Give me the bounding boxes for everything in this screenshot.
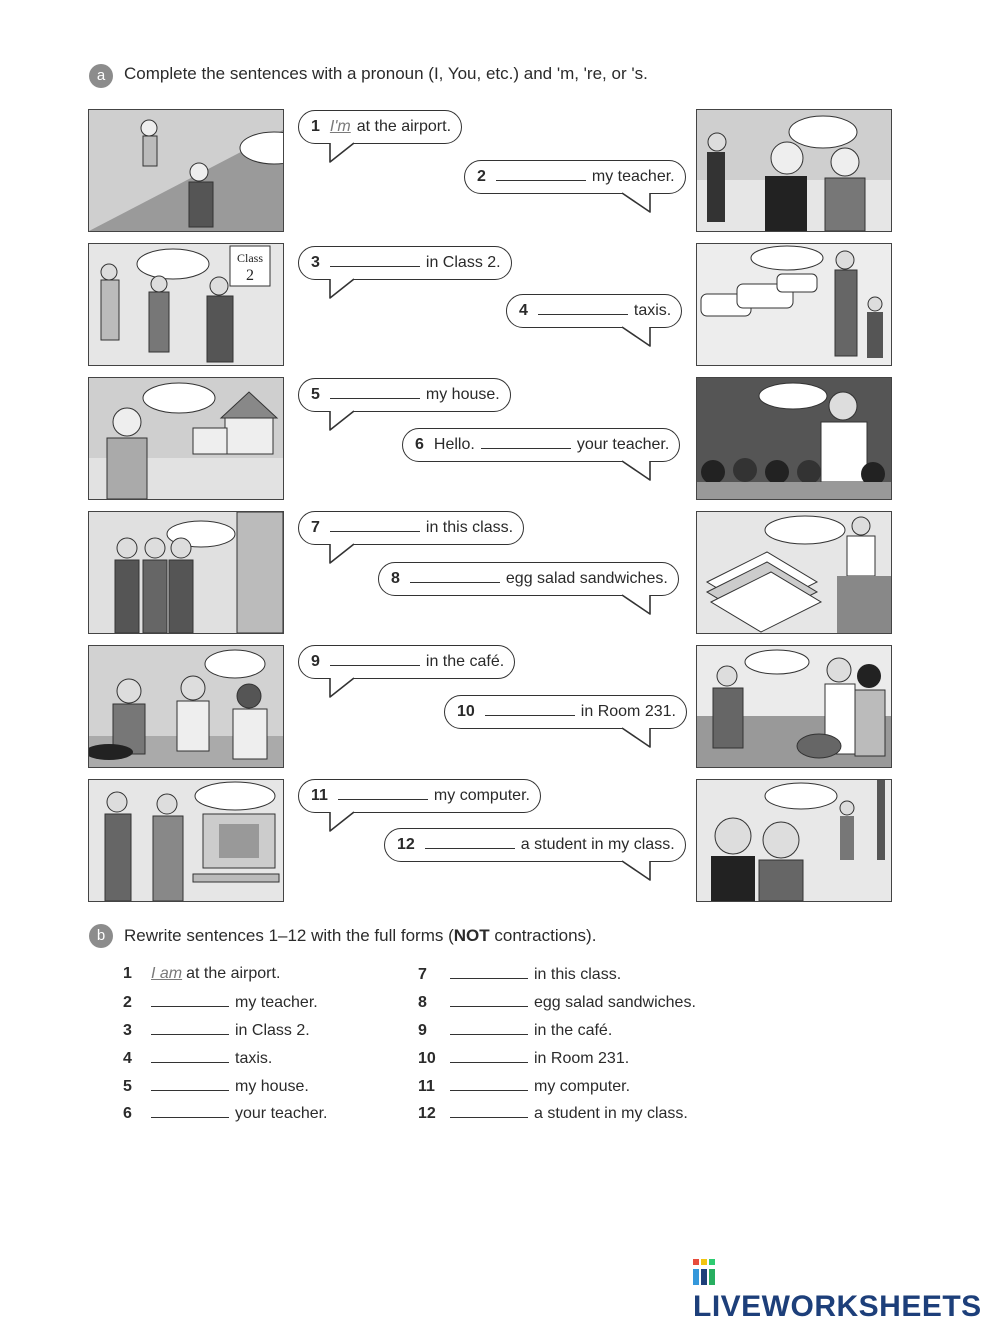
bubble-12 — [384, 828, 686, 862]
bubble-10 — [444, 695, 687, 729]
bubble-number: 4 — [519, 302, 528, 319]
item-text: a student in my class. — [534, 1105, 688, 1122]
bubble-text: my teacher. — [591, 168, 675, 185]
answer-blank[interactable] — [450, 1104, 528, 1118]
bubble-11 — [298, 779, 541, 813]
list-item — [418, 1077, 630, 1096]
answer-blank[interactable] — [330, 651, 420, 666]
bubble-pre-text: Hello. — [433, 436, 475, 453]
bubble-number: 1 — [311, 118, 320, 135]
answer-blank[interactable] — [338, 785, 428, 800]
section-a-label: a — [89, 64, 113, 88]
answer-blank[interactable] — [538, 300, 628, 315]
item-number: 8 — [418, 994, 427, 1011]
list-item — [123, 965, 280, 983]
section-a-instruction: Complete the sentences with a pronoun (I, You, etc.) and 'm, 're, or 's. — [124, 64, 648, 83]
picture-sandwiches — [696, 511, 892, 634]
picture-airport — [88, 109, 284, 232]
item-text: my computer. — [534, 1078, 631, 1095]
item-number: 12 — [418, 1105, 436, 1122]
item-number: 11 — [418, 1078, 435, 1095]
item-number: 9 — [418, 1022, 427, 1039]
bubble-text: in Room 231. — [580, 703, 676, 720]
bubble-text: taxis. — [633, 302, 672, 319]
bubble-3 — [298, 246, 512, 280]
picture-teacher — [696, 109, 892, 232]
list-item — [123, 1021, 310, 1040]
bubble-1 — [298, 110, 462, 144]
list-item — [123, 1104, 328, 1123]
answer-blank[interactable] — [450, 993, 528, 1007]
picture-park — [696, 779, 892, 902]
list-item — [123, 1049, 272, 1068]
list-item — [418, 1104, 688, 1123]
picture-cafe — [88, 645, 284, 768]
instruction-text: Rewrite sentences 1–12 with the full forms ( — [124, 926, 454, 945]
list-item — [418, 1049, 629, 1068]
answer-blank[interactable] — [481, 434, 571, 449]
bubble-5 — [298, 378, 511, 412]
instruction-bold: NOT — [453, 926, 490, 945]
picture-students — [88, 511, 284, 634]
answer-blank[interactable] — [151, 1077, 229, 1091]
answer-blank[interactable] — [330, 252, 420, 267]
bubble-text: my computer. — [433, 787, 530, 804]
answer-blank[interactable] — [425, 834, 515, 849]
bubble-4 — [506, 294, 682, 328]
answer-blank[interactable] — [496, 166, 586, 181]
item-text: your teacher. — [235, 1105, 328, 1122]
picture-house — [88, 377, 284, 500]
item-number: 4 — [123, 1050, 132, 1067]
list-item — [123, 1077, 309, 1096]
item-number: 3 — [123, 1022, 132, 1039]
item-text: taxis. — [235, 1050, 273, 1067]
answer-blank[interactable] — [450, 1077, 528, 1091]
logo-icon — [693, 1259, 715, 1285]
item-number: 2 — [123, 994, 132, 1011]
class-sign-line2: 2 — [246, 267, 254, 284]
bubble-number: 10 — [457, 703, 475, 720]
bubble-6 — [402, 428, 680, 462]
bubble-text: in this class. — [425, 519, 514, 536]
bubble-number: 7 — [311, 519, 320, 536]
bubble-number: 6 — [415, 436, 424, 453]
bubble-8 — [378, 562, 679, 596]
bubble-text: egg salad sandwiches. — [505, 570, 668, 587]
item-number: 6 — [123, 1105, 132, 1122]
bubble-9 — [298, 645, 515, 679]
section-b-instruction — [124, 926, 596, 946]
answer-example: I'm — [329, 118, 351, 135]
item-number: 1 — [123, 965, 132, 982]
item-text: my house. — [235, 1078, 309, 1095]
section-b-label: b — [89, 924, 113, 948]
bubble-7 — [298, 511, 524, 545]
instruction-text: contractions). — [489, 926, 597, 945]
list-item — [418, 1021, 612, 1040]
bubble-text: a student in my class. — [520, 836, 675, 853]
bubble-number: 2 — [477, 168, 486, 185]
item-text: in Class 2. — [235, 1022, 310, 1039]
bubble-number: 11 — [311, 787, 328, 804]
answer-blank[interactable] — [151, 1049, 229, 1063]
bubble-text: your teacher. — [576, 436, 670, 453]
picture-taxis — [696, 243, 892, 366]
bubble-number: 12 — [397, 836, 415, 853]
answer-blank[interactable] — [151, 993, 229, 1007]
item-text: in the café. — [534, 1022, 613, 1039]
item-text: egg salad sandwiches. — [534, 994, 696, 1011]
list-item — [123, 993, 318, 1012]
list-item — [418, 965, 621, 984]
list-item — [418, 993, 696, 1012]
bubble-number: 8 — [391, 570, 400, 587]
picture-class — [88, 243, 284, 366]
bubble-text: at the airport. — [356, 118, 452, 135]
answer-blank[interactable] — [410, 568, 500, 583]
item-number: 10 — [418, 1050, 436, 1067]
answer-blank[interactable] — [330, 384, 420, 399]
answer-blank[interactable] — [330, 517, 420, 532]
answer-blank[interactable] — [450, 1021, 528, 1035]
picture-classroom — [696, 377, 892, 500]
bubble-text: in the café. — [425, 653, 505, 670]
bubble-number: 9 — [311, 653, 320, 670]
bubble-text: in Class 2. — [425, 254, 501, 271]
answer-blank[interactable] — [151, 1021, 229, 1035]
picture-computer — [88, 779, 284, 902]
item-text: my teacher. — [235, 994, 318, 1011]
liveworksheets-logo[interactable] — [693, 1256, 1000, 1324]
item-number: 5 — [123, 1078, 132, 1095]
answer-blank[interactable] — [485, 701, 575, 716]
answer-blank[interactable] — [450, 1049, 528, 1063]
logo-text: LIVEWORKSHEETS — [693, 1290, 982, 1323]
item-number: 7 — [418, 966, 427, 983]
answer-example: I am — [151, 965, 183, 982]
item-text: at the airport. — [186, 965, 281, 982]
bubble-2 — [464, 160, 686, 194]
bubble-number: 5 — [311, 386, 320, 403]
bubble-number: 3 — [311, 254, 320, 271]
item-text: in this class. — [534, 966, 622, 983]
bubble-text: my house. — [425, 386, 500, 403]
answer-blank[interactable] — [450, 965, 528, 979]
item-text: in Room 231. — [534, 1050, 630, 1067]
answer-blank[interactable] — [151, 1104, 229, 1118]
picture-hotel — [696, 645, 892, 768]
class-sign-line1: Class — [236, 251, 264, 265]
